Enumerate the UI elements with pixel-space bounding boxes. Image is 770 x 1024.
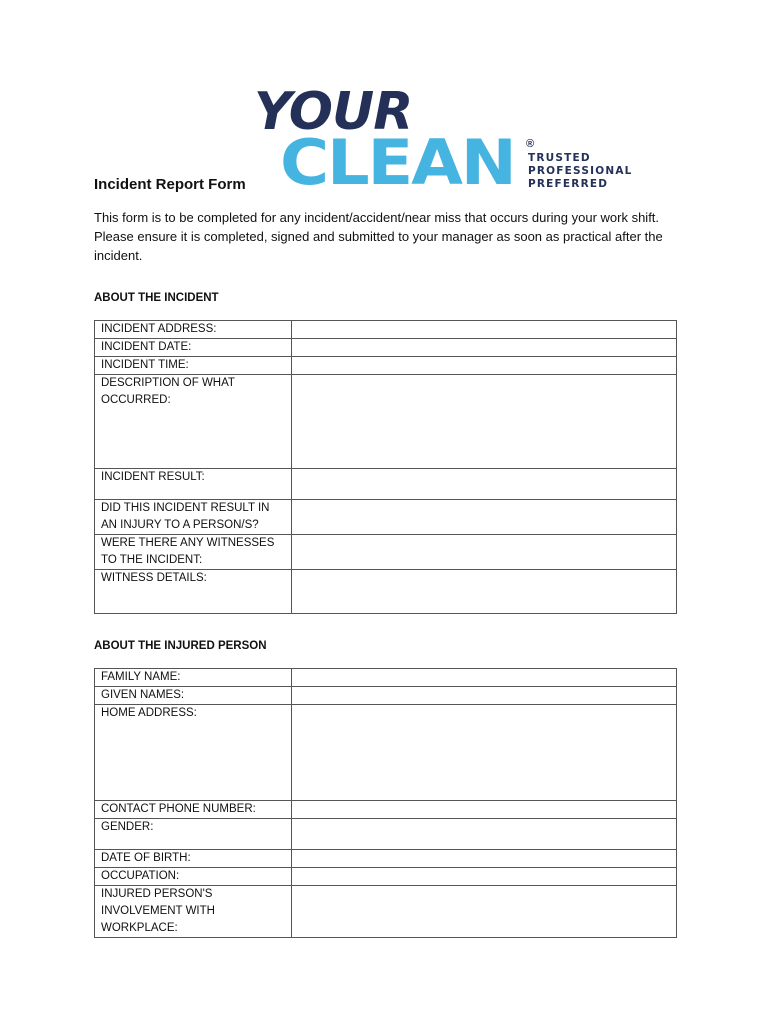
table-row	[95, 886, 677, 938]
field-label: GENDER:	[95, 819, 292, 850]
table-row	[95, 375, 677, 469]
tagline-line: TRUSTED	[528, 152, 591, 164]
field-label: DATE OF BIRTH:	[95, 850, 292, 868]
table-row	[95, 850, 677, 868]
table-row	[95, 687, 677, 705]
field-label: CONTACT PHONE NUMBER:	[95, 801, 292, 819]
logo-your-text: YOUR	[254, 82, 413, 142]
table-row	[95, 500, 677, 535]
witnesses-field[interactable]	[292, 535, 677, 570]
field-label: INCIDENT DATE:	[95, 339, 292, 357]
field-label: WERE THERE ANY WITNESSES TO THE INCIDENT:	[95, 535, 292, 570]
section-heading-incident: ABOUT THE INCIDENT	[94, 292, 219, 304]
tagline-line: PREFERRED	[528, 178, 609, 190]
field-label: DESCRIPTION OF WHAT OCCURRED:	[95, 375, 292, 469]
logo-tagline	[528, 152, 633, 191]
table-row	[95, 669, 677, 687]
logo-clean-text: CLEAN	[280, 126, 515, 199]
table-row	[95, 357, 677, 375]
form-title: Incident Report Form	[94, 176, 246, 193]
gender-field[interactable]	[292, 819, 677, 850]
contact-phone-field[interactable]	[292, 801, 677, 819]
field-label: WITNESS DETAILS:	[95, 570, 292, 614]
table-row	[95, 570, 677, 614]
table-row	[95, 868, 677, 886]
table-row	[95, 535, 677, 570]
field-label: GIVEN NAMES:	[95, 687, 292, 705]
given-names-field[interactable]	[292, 687, 677, 705]
field-label: FAMILY NAME:	[95, 669, 292, 687]
field-label: INCIDENT TIME:	[95, 357, 292, 375]
incident-time-field[interactable]	[292, 357, 677, 375]
table-row	[95, 801, 677, 819]
incident-result-field[interactable]	[292, 469, 677, 500]
field-label: INJURED PERSON'S INVOLVEMENT WITH WORKPLACE:	[95, 886, 292, 938]
incident-address-field[interactable]	[292, 321, 677, 339]
tagline-line: PROFESSIONAL	[528, 165, 633, 177]
table-row	[95, 339, 677, 357]
field-label: INCIDENT RESULT:	[95, 469, 292, 500]
description-field[interactable]	[292, 375, 677, 469]
incident-date-field[interactable]	[292, 339, 677, 357]
field-label: INCIDENT ADDRESS:	[95, 321, 292, 339]
workplace-involvement-field[interactable]	[292, 886, 677, 938]
intro-paragraph: This form is to be completed for any incident/accident/near miss that occurs during your work shift. Please ensure it is completed, signed and submitted to your manager as soon as practical after the incident.	[94, 210, 663, 263]
table-row	[95, 469, 677, 500]
family-name-field[interactable]	[292, 669, 677, 687]
registered-mark: ®	[526, 138, 535, 150]
injured-person-table	[94, 668, 677, 938]
witness-details-field[interactable]	[292, 570, 677, 614]
section-heading-injured-person: ABOUT THE INJURED PERSON	[94, 640, 267, 652]
occupation-field[interactable]	[292, 868, 677, 886]
table-row	[95, 321, 677, 339]
field-label: DID THIS INCIDENT RESULT IN AN INJURY TO A PERSON/S?	[95, 500, 292, 535]
your-clean-logo	[250, 82, 633, 199]
table-row	[95, 819, 677, 850]
injury-result-field[interactable]	[292, 500, 677, 535]
table-row	[95, 705, 677, 801]
home-address-field[interactable]	[292, 705, 677, 801]
field-label: HOME ADDRESS:	[95, 705, 292, 801]
date-of-birth-field[interactable]	[292, 850, 677, 868]
field-label: OCCUPATION:	[95, 868, 292, 886]
incident-table	[94, 320, 677, 614]
